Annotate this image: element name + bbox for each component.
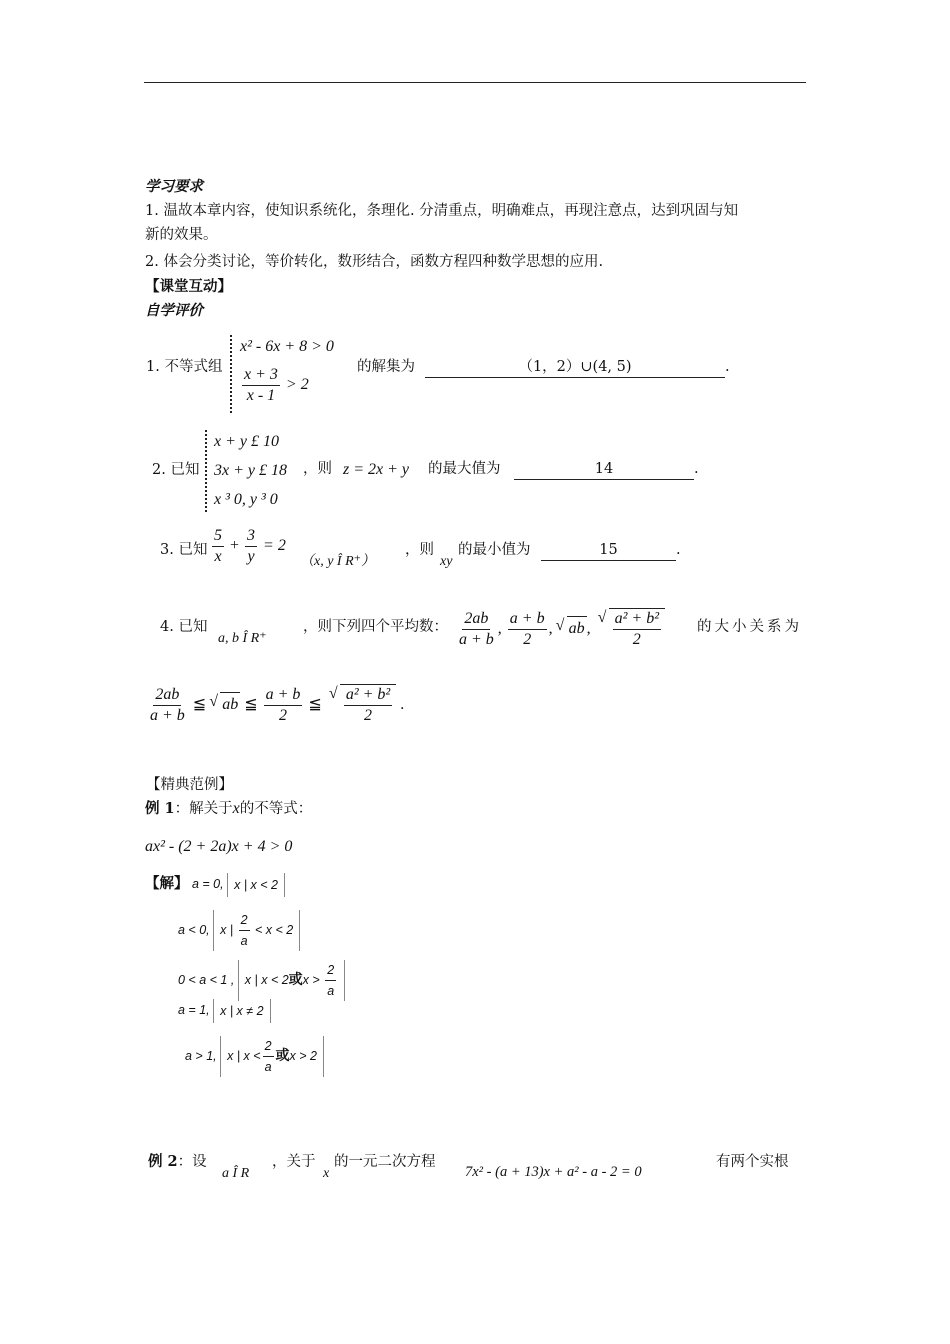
q4-le-1: ≦ (192, 696, 207, 714)
header-rule (144, 82, 806, 83)
ex1-var: x (232, 800, 240, 817)
q4-period: . (400, 696, 405, 714)
q2-line1: x + y £ 10 (214, 433, 279, 450)
self-eval-title: 自学评价 (145, 302, 203, 319)
ex2-equation: 7x² - (a + 13)x + a² - a - 2 = 0 (465, 1164, 642, 1180)
q2-mid1: ，则 (303, 461, 332, 477)
q3-condition: （x, y Î R⁺） (300, 554, 376, 569)
ex1-inequality: ax² - (2 + 2a)x + 4 > 0 (145, 838, 293, 855)
q4-prefix: 4. 已知 (160, 619, 208, 635)
q1-fraction-rhs: > 2 (285, 376, 309, 394)
q3-mid2: 的最小值为 (458, 542, 531, 558)
q2-line2: 3x + y £ 18 (214, 462, 287, 479)
q1-line1: x² - 6x + 8 > 0 (240, 338, 334, 355)
q3-var: xy (440, 554, 453, 569)
q4-mid: ，则下列四个平均数： (303, 619, 448, 635)
ex2-text3: 的一元二次方程 (334, 1154, 436, 1170)
ex2-label: 例 2 (148, 1153, 178, 1170)
q3-fraction-2: $\frac{3}{y}$ (247, 527, 256, 565)
q4-answer-quadratic: √ $\frac{\text{a² + b²}}{2}$ (345, 686, 391, 724)
requirement-2: 2. 体会分类讨论，等价转化，数形结合，函数方程四种数学思想的应用. (145, 254, 604, 270)
q1-mid: 的解集为 (357, 359, 415, 375)
interaction-title: 【课堂互动】 (145, 278, 232, 295)
q1-end: . (725, 359, 730, 375)
q4-answer-harmonic: $\frac{2ab}{a + b}$ (150, 686, 185, 724)
q4-mean-harmonic: $\frac{2ab}{a + b}$ (459, 610, 494, 648)
solution-label: 【解】 (145, 875, 189, 892)
q2-prefix: 2. 已知 (152, 462, 200, 478)
examples-title: 【精典范例】 (146, 777, 233, 793)
case-2-condition: a < 0, (178, 922, 210, 937)
ex2-text: ：设 (177, 1154, 207, 1170)
ex1-text: ：解关于 (174, 801, 233, 817)
q4-end: 的大小关系为 (697, 619, 802, 635)
case-4-condition: a = 1, (178, 1003, 210, 1017)
case-3-condition: 0 < a < 1 , (178, 972, 235, 987)
q4-mean-arithmetic: $\frac{a + b}{2}$ (509, 610, 545, 648)
q2-brace (205, 430, 207, 512)
q3-eq: = 2 (263, 537, 286, 555)
ex2-text2: ，关于 (272, 1154, 316, 1170)
ex2-condition: a Î R (222, 1166, 250, 1181)
q2-expr: z = 2x + y (343, 461, 410, 478)
q3-end: . (676, 542, 681, 558)
q1-fraction: $\frac{x + 3}{x - 1}$ (244, 366, 278, 404)
ex2-text4: 有两个实根 (716, 1154, 789, 1170)
q4-condition: a, b Î R⁺ (218, 631, 267, 646)
q2-end: . (694, 461, 699, 477)
case-1-condition: a = 0, (191, 877, 224, 891)
case-4-set: x | x ≠ 2 (213, 999, 270, 1023)
ex1-label: 例 1 (145, 800, 175, 817)
q4-le-2: ≦ (244, 696, 258, 714)
q2-answer: 14 (514, 459, 694, 480)
case-5-set: x | x < $\frac{2}{a}$ 或x > 2 (220, 1036, 324, 1077)
q4-answer-geometric: √ ab (220, 692, 240, 717)
q3-prefix: 3. 已知 (160, 542, 208, 558)
q1-answer: （1，2）∪(4, 5) (425, 357, 725, 378)
q2-line3: x ³ 0, y ³ 0 (214, 491, 278, 508)
requirements-title: 学习要求 (145, 178, 203, 195)
q4-mean-quadratic: √ $\frac{\text{a² + b²}}{2}$ (614, 610, 659, 648)
q3-mid1: ，则 (405, 542, 434, 558)
q2-mid2: 的最大值为 (428, 461, 501, 477)
ex2-var: x (323, 1166, 330, 1181)
q3-answer: 15 (541, 540, 676, 561)
ex1-text2: 的不等式： (239, 801, 313, 817)
case-3-set: x | x < 2或x > $\frac{2}{a}$ (238, 960, 345, 1001)
q1-prefix: 1. 不等式组 (146, 359, 223, 375)
q3-plus: + (230, 537, 240, 555)
q4-mean-geometric: √ ab (567, 616, 587, 641)
case-2-set: x | $\frac{2}{a}$ < x < 2 (213, 910, 300, 951)
requirement-1-line1: 1. 温故本章内容，使知识系统化，条理化. 分清重点，明确难点，再现注意点，达到巩固与知 (145, 203, 739, 219)
requirement-1-line2: 新的效果。 (145, 227, 218, 243)
q4-answer-arithmetic: $\frac{a + b}{2}$ (265, 686, 301, 724)
case-5-condition: a > 1, (185, 1048, 217, 1063)
q1-brace (230, 335, 232, 413)
q4-le-3: ≦ (308, 696, 322, 714)
case-1-set: x | x < 2 (227, 873, 285, 897)
q3-fraction-1: $\frac{5}{x}$ (214, 527, 222, 565)
